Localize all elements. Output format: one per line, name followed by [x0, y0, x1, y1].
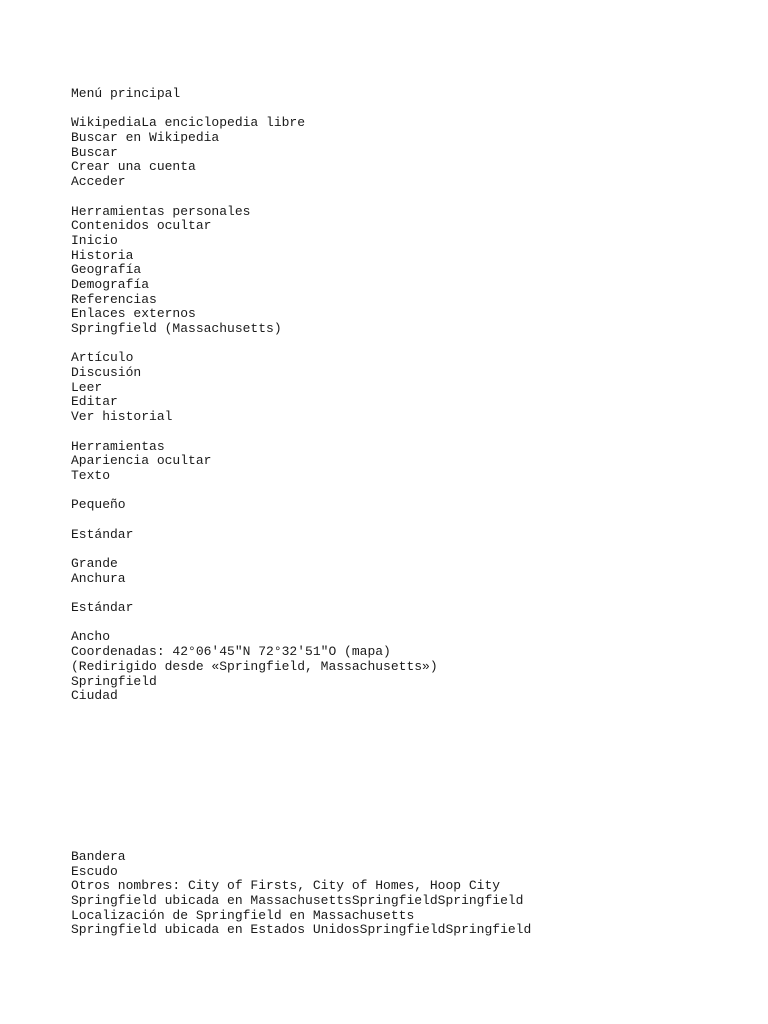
tab-articulo[interactable]: Artículo — [71, 350, 134, 366]
login-link[interactable]: Acceder — [71, 174, 126, 190]
infobox-image-area — [71, 704, 751, 850]
wikipedia-logo-link[interactable]: WikipediaLa enciclopedia libre — [71, 115, 306, 131]
infobox-type: Ciudad — [71, 688, 118, 704]
map-massachusetts: Springfield ubicada en MassachusettsSpringfieldSpringfield — [71, 892, 524, 908]
flag-caption: Bandera — [71, 848, 126, 864]
width-standard-option[interactable]: Estándar — [71, 600, 134, 616]
tab-discusion[interactable]: Discusión — [71, 365, 142, 381]
spacer — [71, 513, 751, 528]
search-input[interactable]: Buscar en Wikipedia — [71, 130, 220, 146]
spacer — [71, 102, 751, 117]
infobox-title: Springfield — [71, 673, 157, 689]
redirect-note: (Redirigido desde «Springfield, Massachusetts») — [71, 658, 438, 674]
toc-item-enlaces-externos[interactable]: Enlaces externos — [71, 306, 196, 322]
text-size-large-option[interactable]: Grande — [71, 556, 118, 571]
tab-leer[interactable]: Leer — [71, 379, 103, 395]
toc-item-geografia[interactable]: Geografía — [71, 262, 142, 278]
toc-item-referencias[interactable]: Referencias — [71, 291, 157, 307]
main-menu-button[interactable]: Menú principal — [71, 86, 181, 101]
spacer — [71, 337, 751, 352]
text-size-small-option[interactable]: Pequeño — [71, 497, 126, 513]
width-label: Anchura — [71, 570, 126, 586]
toc-header[interactable]: Contenidos ocultar — [71, 218, 212, 234]
toc-item-inicio[interactable]: Inicio — [71, 232, 118, 248]
spacer — [71, 190, 751, 205]
page-content — [71, 87, 751, 938]
tab-ver-historial[interactable]: Ver historial — [71, 409, 173, 425]
spacer — [71, 586, 751, 601]
appearance-header[interactable]: Apariencia ocultar — [71, 453, 212, 469]
coordinates-link[interactable]: Coordenadas: 42°06′45″N 72°32′51″O (mapa) — [71, 644, 391, 660]
search-button[interactable]: Buscar — [71, 144, 118, 160]
text-size-label: Texto — [71, 467, 111, 483]
width-wide-option[interactable]: Ancho — [71, 629, 111, 645]
map-massachusetts-caption: Localización de Springfield en Massachusetts — [71, 907, 415, 923]
toc-item-historia[interactable]: Historia — [71, 247, 134, 263]
tools-button[interactable]: Herramientas — [71, 438, 165, 454]
map-united-states: Springfield ubicada en Estados UnidosSpringfieldSpringfield — [71, 922, 532, 938]
spacer — [71, 542, 751, 557]
nicknames: Otros nombres: City of Firsts, City of Homes, Hoop City — [71, 878, 501, 894]
personal-tools-button[interactable]: Herramientas personales — [71, 203, 251, 219]
page-title: Springfield (Massachusetts) — [71, 321, 282, 336]
toc-item-demografia[interactable]: Demografía — [71, 276, 150, 292]
spacer — [71, 484, 751, 499]
create-account-link[interactable]: Crear una cuenta — [71, 159, 196, 175]
text-size-standard-option[interactable]: Estándar — [71, 526, 134, 542]
coat-of-arms-caption: Escudo — [71, 863, 118, 879]
spacer — [71, 616, 751, 631]
tab-editar[interactable]: Editar — [71, 394, 118, 410]
spacer — [71, 425, 751, 440]
